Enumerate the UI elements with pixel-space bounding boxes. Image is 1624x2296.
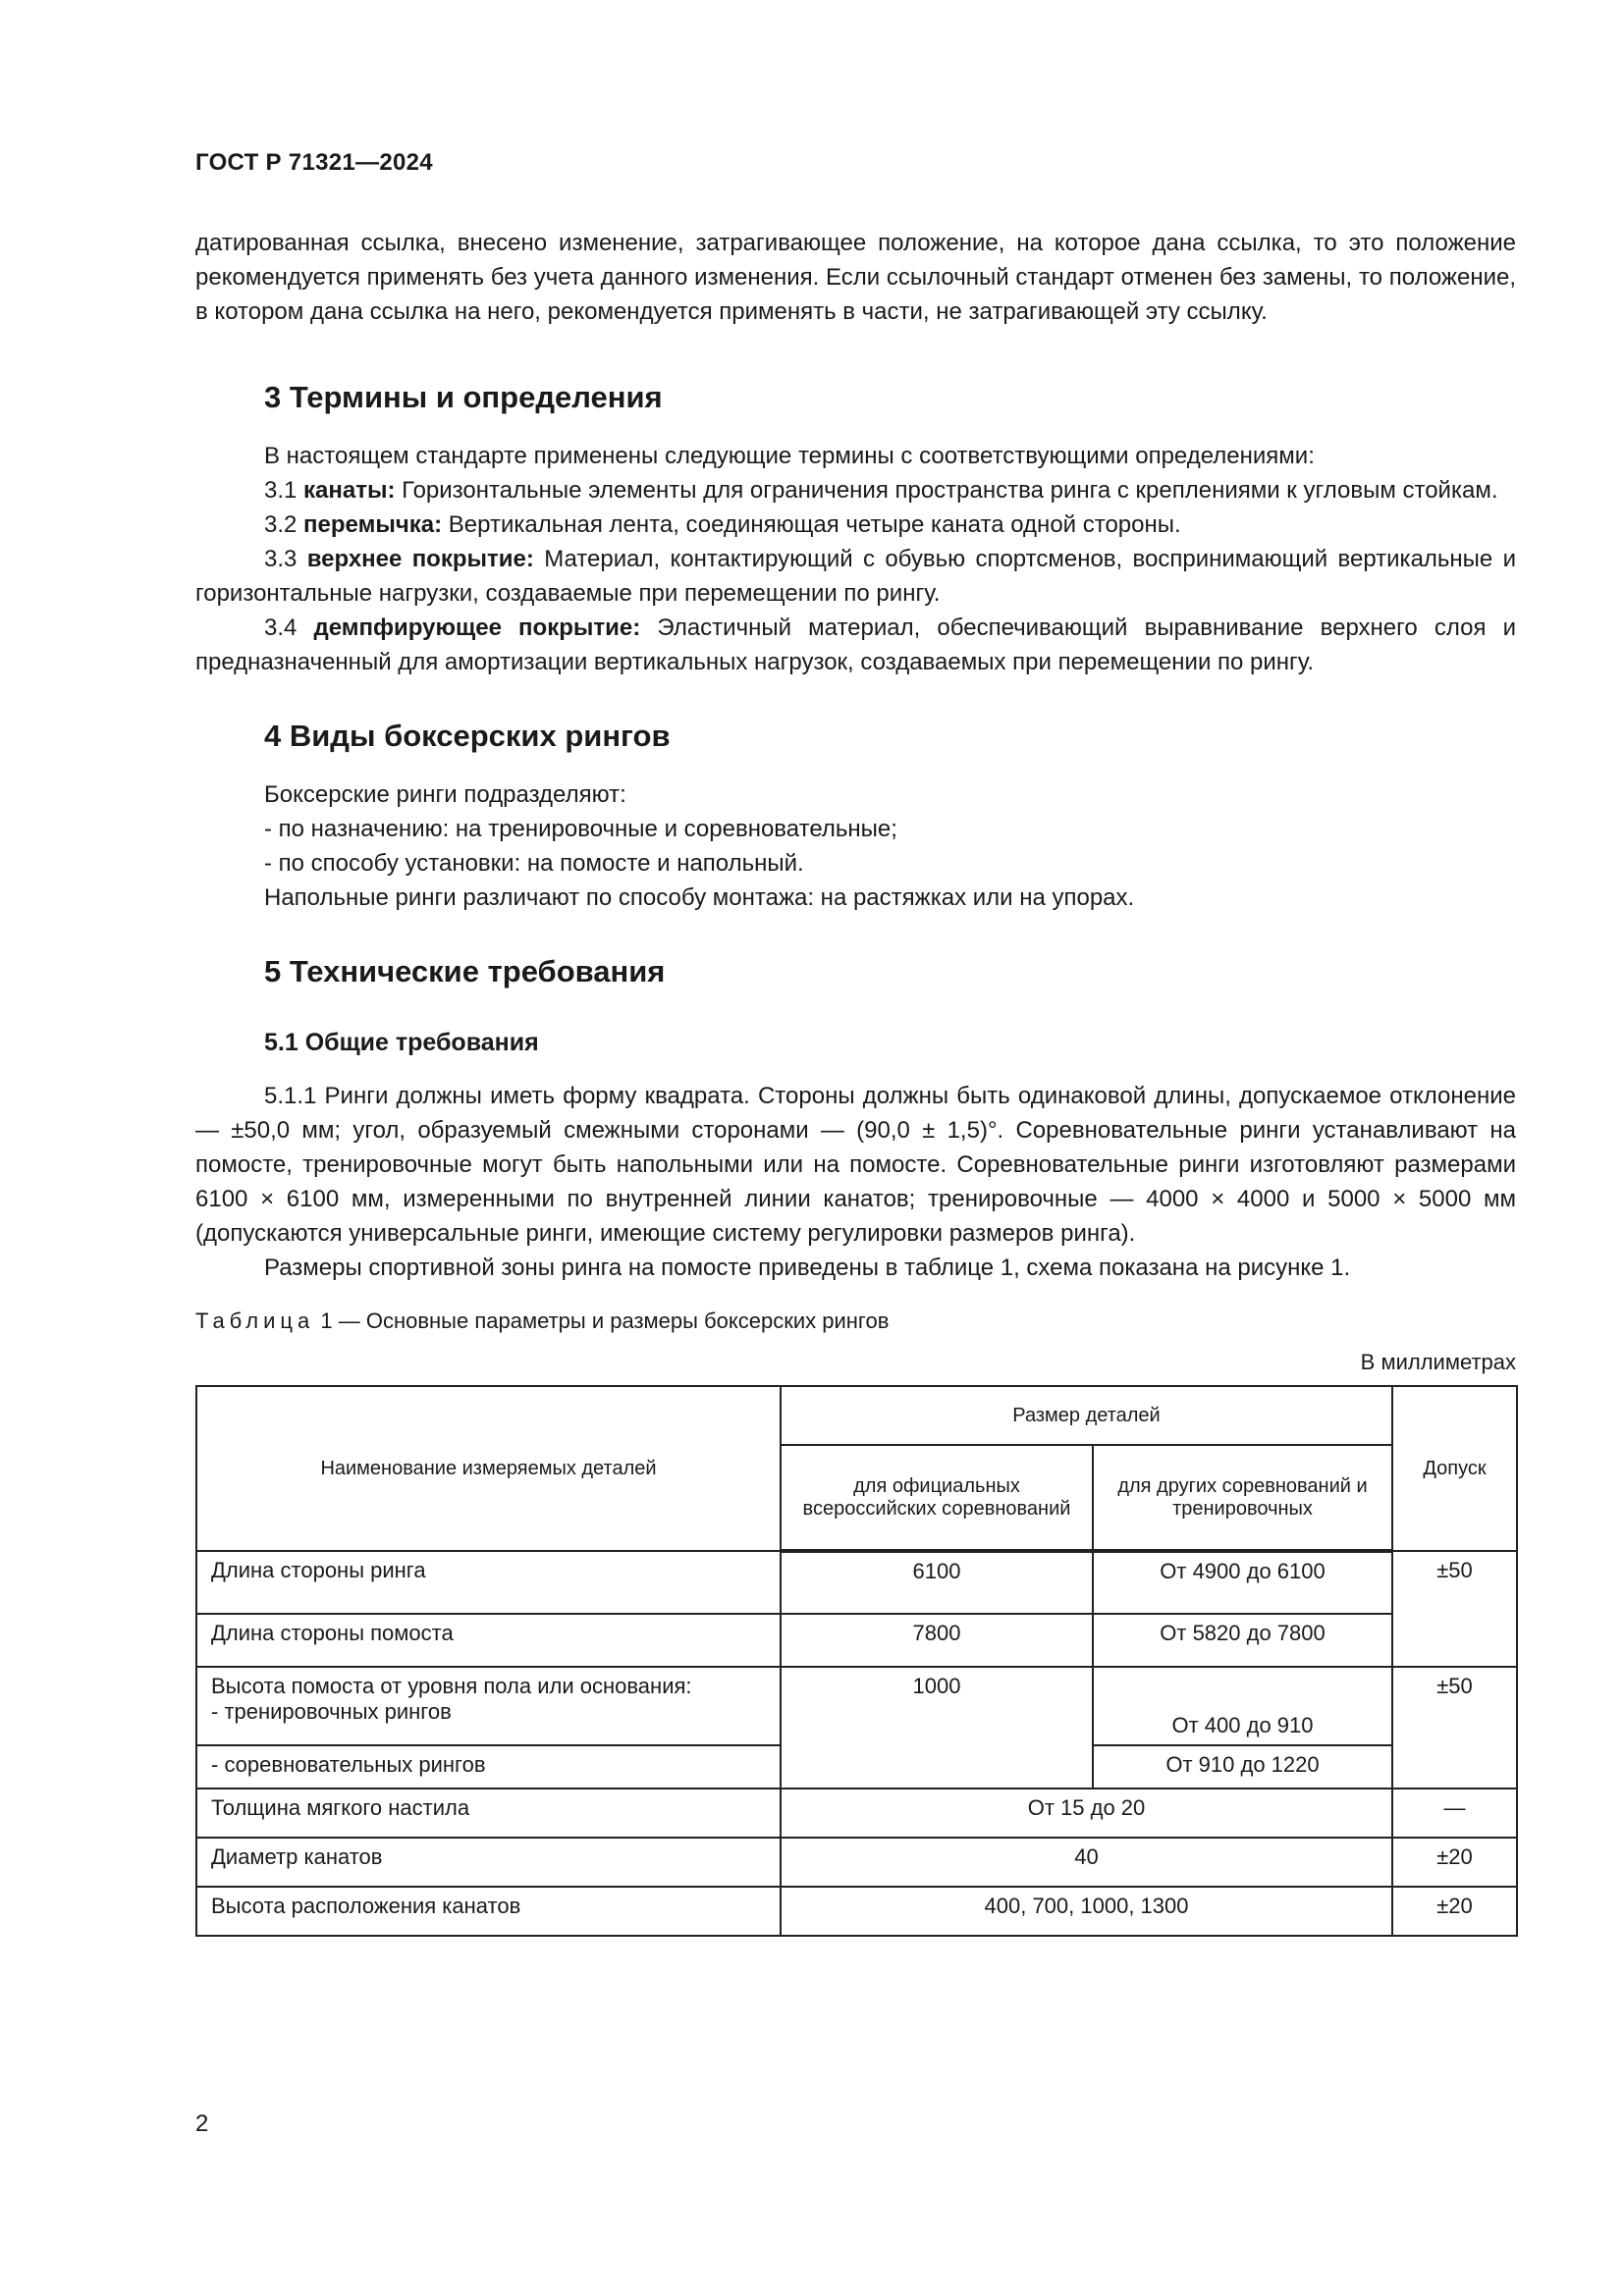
cell-value: От 15 до 20 (781, 1789, 1392, 1838)
cell-official: 6100 (781, 1551, 1093, 1614)
term-definition: Эластичный материал, обеспечивающий выравнивание верхнего слоя и предназначенный для амортизации вертикальных нагрузок, создаваемых при перемещении по рингу. (195, 614, 1517, 675)
table-row (196, 1614, 1517, 1667)
table-caption-text: 1 — Основные параметры и размеры боксерских рингов (314, 1308, 890, 1333)
section-4-title: 4 Виды боксерских рингов (264, 719, 671, 753)
table-row (196, 1667, 1517, 1745)
cell-official: 7800 (781, 1614, 1093, 1667)
paragraph-5-1-1: 5.1.1 Ринги должны иметь форму квадрата. Стороны должны быть одинаковой длины, допускаемое отклонение — ±50,0 мм; угол, образуемый смежными сторонами — (90,0 ± 1,5)°. Соревновательные ринги устанавливают на помосте, тренировочные могут быть напольными или на помосте. Соревновательные ринги изготовляют размерами 6100 × 6100 мм, измеренными по внутренней линии канатов; тренировочные — 4000 × 4000 и 5000 × 5000 мм (допускаются универсальные ринги, имеющие систему регулировки размеров ринга). (195, 1083, 1516, 1247)
header-name: Наименование измеряемых деталей (196, 1386, 781, 1551)
document-header: ГОСТ Р 71321—2024 (195, 149, 433, 176)
term-definition: Вертикальная лента, соединяющая четыре каната одной стороны. (448, 511, 1181, 538)
term-3-2 (195, 507, 1516, 542)
table-caption (195, 1307, 1516, 1336)
cell-name: Длина стороны ринга (196, 1551, 781, 1614)
cell-name-line: - тренировочных рингов (211, 1699, 452, 1724)
cell-name (196, 1667, 781, 1745)
section-3-intro: В настоящем стандарте применены следующие термины с соответствующими определениями: (264, 443, 1315, 469)
term-3-1 (195, 473, 1516, 507)
cell-official: 1000 (781, 1667, 1093, 1789)
section-5-title: 5 Технические требования (264, 954, 666, 988)
term-name: канаты: (303, 477, 396, 504)
term-definition: Горизонтальные элементы для ограничения пространства ринга с креплениями к угловым стойкам. (402, 477, 1498, 504)
cell-name: Длина стороны помоста (196, 1614, 781, 1667)
section-4-line: - по назначению: на тренировочные и соревновательные; (264, 816, 897, 842)
cell-name: Диаметр канатов (196, 1838, 781, 1887)
cell-value: 40 (781, 1838, 1392, 1887)
section-4-line: Боксерские ринги подразделяют: (264, 781, 626, 808)
cell-tolerance: ±50 (1392, 1667, 1517, 1789)
section-3-title: 3 Термины и определения (264, 380, 663, 414)
header-size-group: Размер деталей (781, 1386, 1392, 1445)
table-row (196, 1551, 1517, 1614)
table-row (196, 1789, 1517, 1838)
header-other: для других соревнований и тренировочных (1093, 1445, 1392, 1551)
table-caption-label: Таблица (195, 1308, 315, 1333)
cell-name: - соревновательных рингов (196, 1745, 781, 1789)
page-number: 2 (195, 2110, 209, 2137)
term-definition: Материал, контактирующий с обувью спортсменов, воспринимающий вертикальные и горизонтальные нагрузки, создаваемые при перемещении по рингу. (195, 546, 1517, 607)
term-number: 3.3 (264, 546, 298, 572)
term-3-3 (195, 542, 1516, 611)
cell-value: 400, 700, 1000, 1300 (781, 1887, 1392, 1936)
subsection-5-1-title: 5.1 Общие требования (264, 1029, 539, 1056)
cell-other: От 400 до 910 (1093, 1667, 1392, 1745)
section-4-line: Напольные ринги различают по способу монтажа: на растяжках или на упорах. (264, 884, 1135, 911)
table-row (196, 1887, 1517, 1936)
paragraph-table-reference: Размеры спортивной зоны ринга на помосте приведены в таблице 1, схема показана на рисунке 1. (264, 1255, 1351, 1281)
cell-other: От 5820 до 7800 (1093, 1614, 1392, 1667)
term-name: верхнее покрытие: (306, 546, 534, 572)
cell-other: От 910 до 1220 (1093, 1745, 1392, 1789)
header-official: для официальных всероссийских соревнований (781, 1445, 1093, 1551)
term-number: 3.1 (264, 477, 298, 504)
cell-tolerance: — (1392, 1789, 1517, 1838)
cell-tolerance: ±20 (1392, 1838, 1517, 1887)
section-4-body (195, 777, 1516, 915)
cell-name: Толщина мягкого настила (196, 1789, 781, 1838)
term-3-4 (195, 611, 1516, 679)
cell-other: От 4900 до 6100 (1093, 1551, 1392, 1614)
parameters-table (195, 1385, 1518, 1937)
table-units: В миллиметрах (1360, 1350, 1516, 1374)
term-number: 3.2 (264, 511, 298, 538)
term-name: перемычка: (303, 511, 443, 538)
cell-tolerance: ±50 (1392, 1551, 1517, 1667)
term-name: демпфирующее покрытие: (313, 614, 641, 641)
section-4-line: - по способу установки: на помосте и напольный. (264, 850, 804, 877)
table-row (196, 1838, 1517, 1887)
cell-name: Высота расположения канатов (196, 1887, 781, 1936)
intro-paragraph: датированная ссылка, внесено изменение, затрагивающее положение, на которое дана ссылка, то это положение рекомендуется применять без учета данного изменения. Если ссылочный стандарт отменен без замены, то положение, в котором дана ссылка на него, рекомендуется применять в части, не затрагивающей эту ссылку. (195, 230, 1516, 325)
header-tolerance: Допуск (1392, 1386, 1517, 1551)
cell-name-line: Высота помоста от уровня пола или основания: (211, 1674, 692, 1698)
cell-tolerance: ±20 (1392, 1887, 1517, 1936)
page-content (195, 226, 1516, 1937)
term-number: 3.4 (264, 614, 298, 641)
